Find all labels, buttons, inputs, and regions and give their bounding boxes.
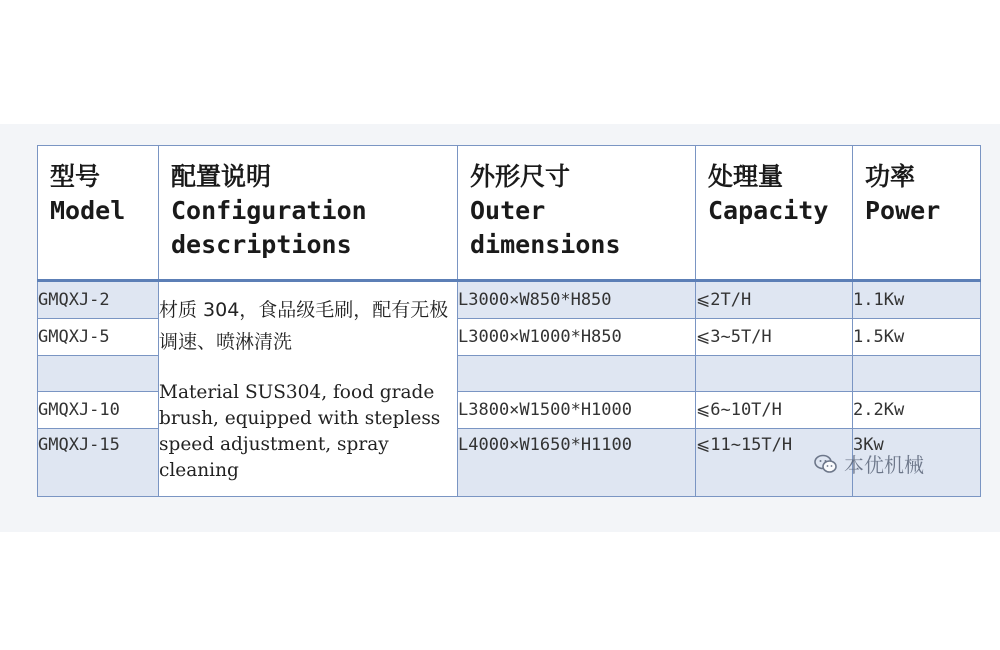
power-cell: 1.5Kw [853, 319, 981, 356]
dimensions-cell: L4000×W1650*H1100 [458, 429, 696, 497]
power-cell: 2.2Kw [853, 392, 981, 429]
header-power: 功率 Power [853, 146, 981, 281]
header-configuration: 配置说明 Configuration descriptions [159, 146, 458, 281]
spec-table [37, 145, 981, 497]
power-cell: 1.1Kw [853, 281, 981, 319]
configuration-cn: 材质 304，食品级毛刷，配有无极调速、喷淋清洗 [159, 299, 449, 353]
configuration-cell [159, 281, 458, 497]
model-cell [38, 356, 159, 392]
model-cell: GMQXJ-5 [38, 319, 159, 356]
capacity-cell [696, 356, 853, 392]
dimensions-cell: L3800×W1500*H1000 [458, 392, 696, 429]
model-cell: GMQXJ-10 [38, 392, 159, 429]
header-row [38, 146, 981, 281]
power-cell [853, 356, 981, 392]
watermark [814, 449, 924, 478]
header-dimensions: 外形尺寸 Outer dimensions [458, 146, 696, 281]
wechat-icon [814, 453, 838, 475]
model-cell: GMQXJ-2 [38, 281, 159, 319]
capacity-cell: ⩽11~15T/H [696, 429, 853, 497]
watermark-text: 本优机械 [844, 453, 924, 477]
header-model: 型号 Model [38, 146, 159, 281]
dimensions-cell [458, 356, 696, 392]
capacity-cell: ⩽2T/H [696, 281, 853, 319]
dimensions-cell: L3000×W850*H850 [458, 281, 696, 319]
model-cell: GMQXJ-15 [38, 429, 159, 497]
header-capacity: 处理量 Capacity [696, 146, 853, 281]
capacity-cell: ⩽6~10T/H [696, 392, 853, 429]
power-cell: 3Kw [853, 429, 981, 497]
dimensions-cell: L3000×W1000*H850 [458, 319, 696, 356]
capacity-cell: ⩽3~5T/H [696, 319, 853, 356]
configuration-en: Material SUS304, food grade brush, equipped with stepless speed adjustment, spray cleaning [159, 382, 441, 481]
table-row [38, 281, 981, 319]
